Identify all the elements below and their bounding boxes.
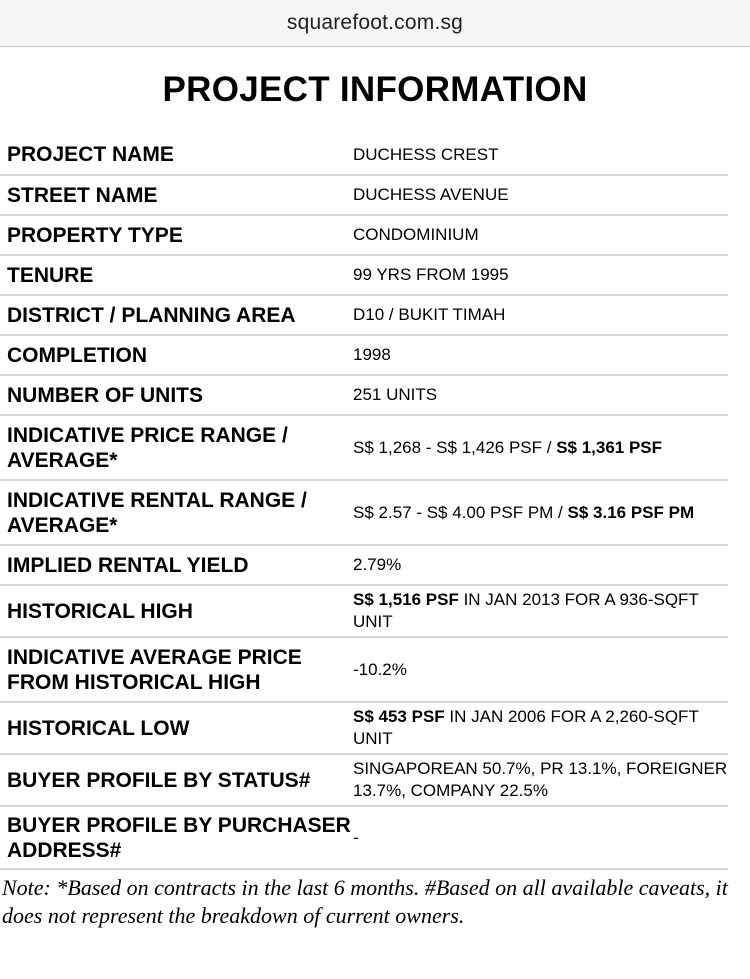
row-label: COMPLETION — [0, 335, 353, 375]
table-row — [0, 415, 728, 480]
value-text: IN JAN 2006 FOR A 2,260-SQFT UNIT — [353, 707, 699, 748]
row-value: DUCHESS CREST — [353, 135, 728, 175]
value-text: IN JAN 2013 FOR A 936-SQFT UNIT — [353, 590, 699, 631]
row-value — [353, 702, 728, 754]
row-label: INDICATIVE AVERAGE PRICE FROM HISTORICAL HIGH — [0, 637, 353, 702]
url-text[interactable]: squarefoot.com.sg — [286, 11, 464, 34]
table-row — [0, 135, 728, 175]
project-info-table — [0, 135, 728, 870]
row-value: DUCHESS AVENUE — [353, 175, 728, 215]
table-row — [0, 175, 728, 215]
row-value: D10 / BUKIT TIMAH — [353, 295, 728, 335]
table-row — [0, 480, 728, 545]
table-row — [0, 215, 728, 255]
value-highlight: S$ 1,361 PSF — [556, 437, 663, 457]
row-label: DISTRICT / PLANNING AREA — [0, 295, 353, 335]
table-row — [0, 545, 728, 585]
row-label: NUMBER OF UNITS — [0, 375, 353, 415]
row-label: PROPERTY TYPE — [0, 215, 353, 255]
row-label: INDICATIVE PRICE RANGE / AVERAGE* — [0, 415, 353, 480]
row-label: INDICATIVE RENTAL RANGE / AVERAGE* — [0, 480, 353, 545]
row-label: BUYER PROFILE BY PURCHASER ADDRESS# — [0, 806, 353, 869]
table-row — [0, 375, 728, 415]
row-value — [353, 480, 728, 545]
table-row — [0, 754, 728, 806]
value-highlight: S$ 3.16 PSF PM — [567, 502, 695, 522]
row-value — [353, 585, 728, 637]
row-label: PROJECT NAME — [0, 135, 353, 175]
footnote: Note: *Based on contracts in the last 6 months. #Based on all available caveats, it does not represent the breakdown of current owners. — [2, 875, 728, 928]
table-row — [0, 702, 728, 754]
value-text: S$ 1,268 - S$ 1,426 PSF / — [353, 437, 557, 457]
row-value — [353, 415, 728, 480]
row-value: 2.79% — [353, 545, 728, 585]
value-text: S$ 2.57 - S$ 4.00 PSF PM / — [353, 502, 568, 522]
table-row — [0, 295, 728, 335]
row-label: STREET NAME — [0, 175, 353, 215]
table-row — [0, 255, 728, 295]
row-value: CONDOMINIUM — [353, 215, 728, 255]
table-row — [0, 585, 728, 637]
page-title: PROJECT INFORMATION — [162, 70, 588, 109]
table-row — [0, 806, 728, 869]
row-value: SINGAPOREAN 50.7%, PR 13.1%, FOREIGNER 13.7%, COMPANY 22.5% — [353, 754, 728, 806]
row-value: 251 UNITS — [353, 375, 728, 415]
table-row — [0, 637, 728, 702]
value-highlight: S$ 453 PSF — [353, 707, 445, 726]
row-label: HISTORICAL HIGH — [0, 585, 353, 637]
row-value: 99 YRS FROM 1995 — [353, 255, 728, 295]
browser-address-bar[interactable] — [0, 0, 750, 47]
row-value: 1998 — [353, 335, 728, 375]
row-label: HISTORICAL LOW — [0, 702, 353, 754]
value-highlight: S$ 1,516 PSF — [353, 590, 459, 609]
table-row — [0, 335, 728, 375]
row-label: TENURE — [0, 255, 353, 295]
row-value: -10.2% — [353, 637, 728, 702]
row-label: IMPLIED RENTAL YIELD — [0, 545, 353, 585]
row-value: - — [353, 806, 728, 869]
row-label: BUYER PROFILE BY STATUS# — [0, 754, 353, 806]
